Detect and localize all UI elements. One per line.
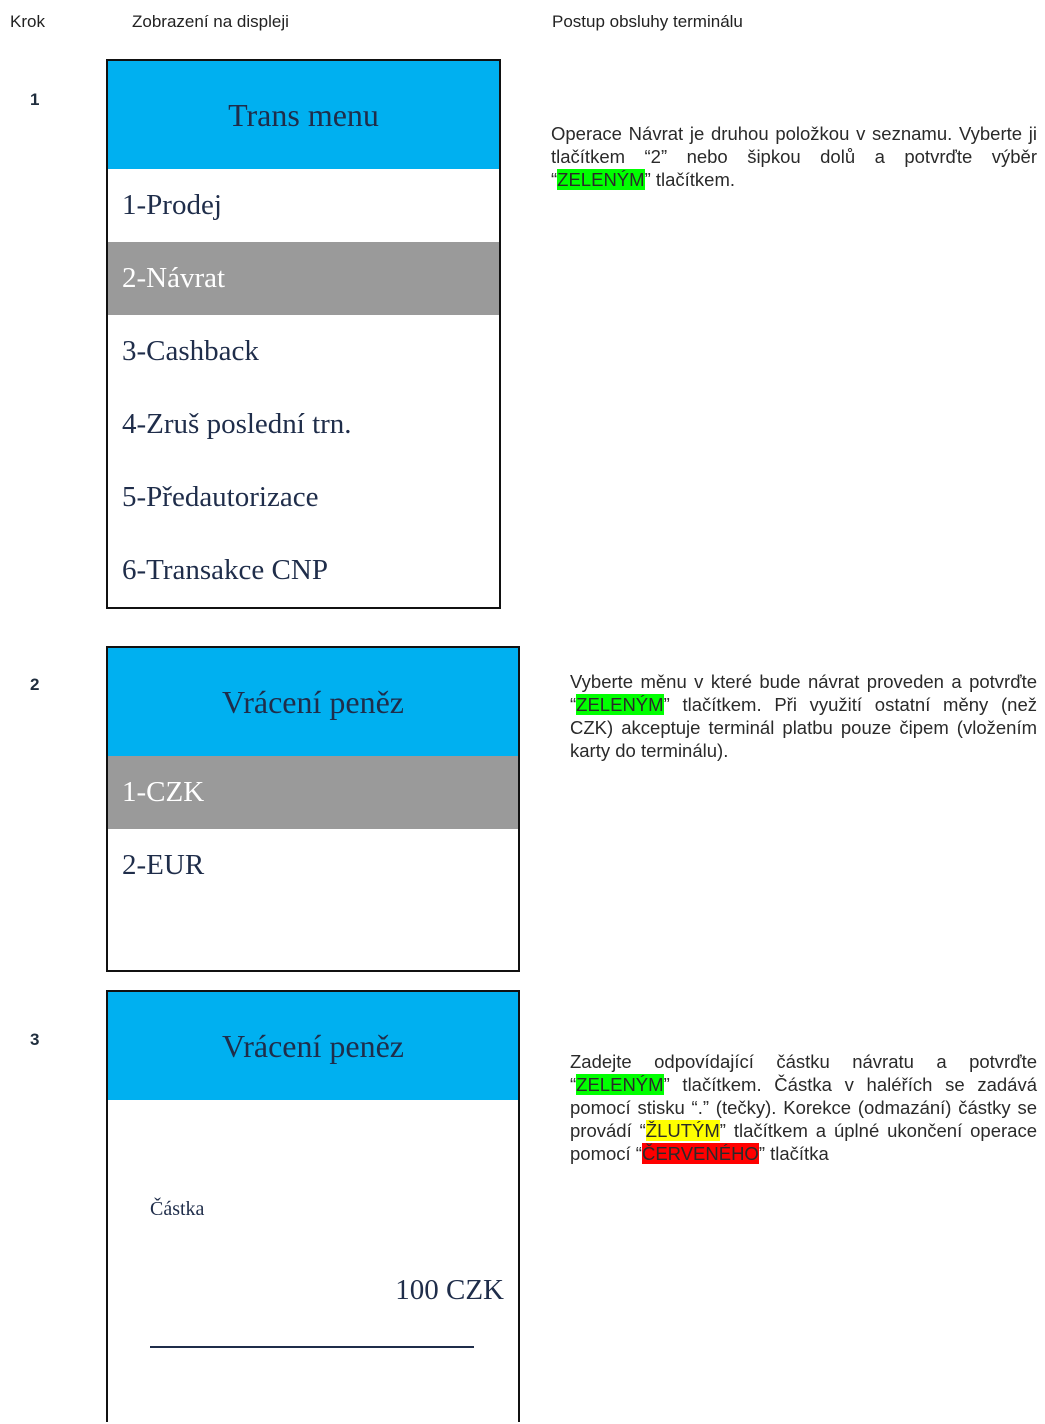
screen-title: Vrácení peněz <box>108 992 518 1100</box>
menu-item-prodej[interactable]: 1-Prodej <box>122 189 222 221</box>
green-button-label: ZELENÝM <box>576 694 664 715</box>
yellow-button-label: ŽLUTÝM <box>645 1120 720 1141</box>
currency-item-eur[interactable]: 2-EUR <box>122 849 205 881</box>
amount-input[interactable]: 100 CZK <box>395 1274 504 1306</box>
currency-item-czk-selected[interactable]: 1-CZK <box>108 756 518 829</box>
green-button-label: ZELENÝM <box>557 169 645 190</box>
menu-item-cashback[interactable]: 3-Cashback <box>122 335 259 367</box>
column-header-display: Zobrazení na displeji <box>132 12 289 31</box>
amount-label: Částka <box>150 1198 205 1220</box>
screen-title: Trans menu <box>108 61 499 169</box>
step-1-description: Operace Návrat je druhou položkou v seznamu. Vyberte ji tlačítkem “2” nebo šipkou dolů a potvrďte výběr “ZELENÝM” tlačítkem. <box>551 123 1037 190</box>
column-header-step: Krok <box>10 12 45 31</box>
step-number-3: 3 <box>30 1030 40 1049</box>
menu-item-transakce-cnp[interactable]: 6-Transakce CNP <box>122 554 328 586</box>
terminal-screen-amount <box>106 990 520 1422</box>
step-number-2: 2 <box>30 675 40 694</box>
column-header-procedure: Postup obsluhy terminálu <box>552 12 743 31</box>
menu-item-predautorizace[interactable]: 5-Předautorizace <box>122 481 319 513</box>
screen-title: Vrácení peněz <box>108 648 518 756</box>
terminal-screen-trans-menu <box>106 59 501 609</box>
step-number-1: 1 <box>30 90 40 109</box>
menu-item-navrat-selected[interactable]: 2-Návrat <box>108 242 499 315</box>
green-button-label: ZELENÝM <box>576 1074 664 1095</box>
step-3-description: Zadejte odpovídající částku návratu a potvrďte “ZELENÝM” tlačítkem. Částka v haléřích se zadává pomocí stisku “.” (tečky). Korekce (odmazání) částky se provádí “ŽLUTÝM” tlačítkem a úplné ukončení operace pomocí “ČERVENÉHO” tlačítka <box>570 1051 1037 1164</box>
step-2-description: Vyberte měnu v které bude návrat proveden a potvrďte “ZELENÝM” tlačítkem. Při využití ostatní měny (než CZK) akceptuje terminál platbu pouze čipem (vložením karty do terminálu). <box>570 671 1037 761</box>
terminal-screen-currency <box>106 646 520 972</box>
amount-underline <box>150 1346 474 1348</box>
menu-item-zrus-posledni[interactable]: 4-Zruš poslední trn. <box>122 408 352 440</box>
red-button-label: ČERVENÉHO <box>641 1143 759 1164</box>
